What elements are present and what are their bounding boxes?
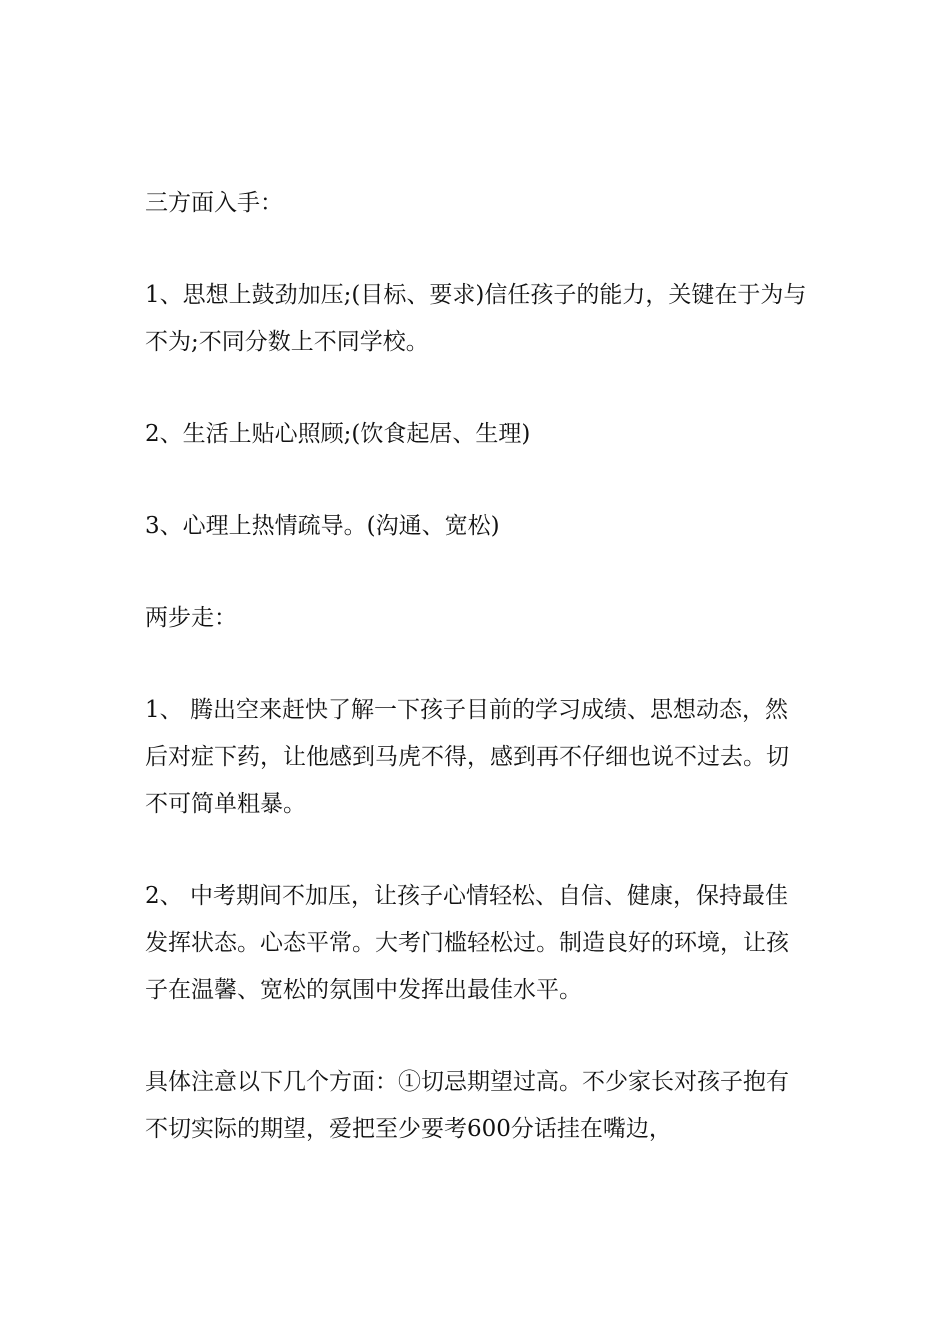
heading-two-steps: 两步走： bbox=[145, 605, 237, 631]
heading-three-aspects: 三方面入手： bbox=[145, 190, 283, 216]
list-item-2-life: 2、生活上贴心照顾;(饮食起居、生理) bbox=[145, 421, 531, 447]
document-body bbox=[145, 180, 810, 1153]
step-item-1: 1、 腾出空来赶快了解一下孩子目前的学习成绩、思想动态，然后对症下药，让他感到马虎不得，感到再不仔细也说不过去。切不可简单粗暴。 bbox=[145, 697, 789, 817]
list-item-1-mind: 1、思想上鼓劲加压;(目标、要求)信任孩子的能力，关键在于为与不为;不同分数上不同学校。 bbox=[145, 282, 807, 355]
list-item-3-psychology: 3、心理上热情疏导。(沟通、宽松) bbox=[145, 513, 500, 539]
step-item-2: 2、 中考期间不加压，让孩子心情轻松、自信、健康，保持最佳发挥状态。心态平常。大考门槛轻松过。制造良好的环境，让孩子在温馨、宽松的氛围中发挥出最佳水平。 bbox=[145, 883, 789, 1003]
notes-paragraph: 具体注意以下几个方面：①切忌期望过高。不少家长对孩子抱有不切实际的期望，爱把至少要考600分话挂在嘴边， bbox=[145, 1069, 789, 1142]
